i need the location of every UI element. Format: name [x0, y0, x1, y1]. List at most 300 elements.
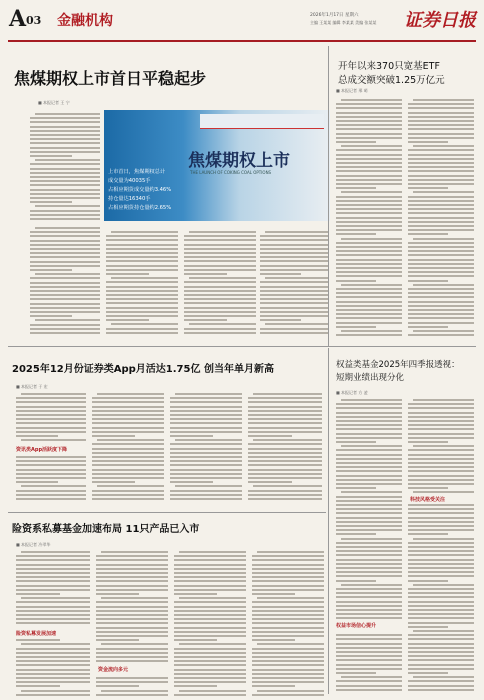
body-text-line — [408, 567, 474, 569]
body-text-line — [260, 281, 328, 283]
body-text-line — [408, 454, 474, 456]
body-text-line — [336, 533, 376, 535]
body-text-line — [96, 622, 168, 624]
body-text-line — [106, 328, 178, 330]
story-2-column-3 — [170, 392, 242, 504]
body-text-line — [336, 672, 376, 674]
body-text-line — [30, 197, 100, 199]
body-text-line — [408, 309, 474, 311]
body-text-line — [408, 166, 474, 168]
body-text-line — [408, 280, 448, 282]
body-text-line — [16, 469, 86, 471]
body-text-line — [260, 290, 328, 292]
body-text-line — [170, 406, 242, 408]
body-text-line — [16, 431, 86, 433]
body-text-line — [30, 286, 100, 288]
body-text-line — [184, 248, 256, 250]
body-text-line — [248, 448, 322, 450]
page-number: 03 — [26, 14, 42, 27]
body-text-line — [336, 651, 402, 653]
body-text-line — [101, 643, 168, 645]
body-text-line — [30, 248, 100, 250]
lead-column-5 — [260, 230, 328, 334]
body-text-line — [16, 585, 90, 587]
body-text-line — [336, 546, 402, 548]
body-text-line — [408, 546, 474, 548]
body-text-line — [408, 647, 474, 649]
body-text-line — [336, 500, 402, 502]
body-text-line — [336, 208, 402, 210]
body-text-line — [336, 217, 402, 219]
body-text-line — [16, 664, 90, 666]
body-text-line — [336, 120, 402, 122]
body-text-line — [336, 550, 402, 552]
body-text-line — [92, 481, 135, 483]
body-text-line — [16, 406, 86, 408]
body-text-line — [106, 290, 178, 292]
body-text-line — [174, 622, 246, 624]
body-text-line — [16, 473, 86, 475]
body-text-line — [408, 479, 474, 481]
body-text-line — [16, 656, 90, 658]
body-text-line — [408, 470, 474, 472]
body-text-line — [408, 601, 474, 603]
body-text-line — [265, 277, 328, 279]
body-text-line — [408, 420, 474, 422]
body-text-line — [96, 677, 168, 679]
body-text-line — [96, 555, 168, 557]
body-text-line — [408, 680, 474, 682]
body-text-line — [336, 305, 402, 307]
body-text-line — [35, 113, 100, 115]
body-text-line — [408, 521, 474, 523]
body-text-line — [170, 498, 242, 500]
body-text-line — [408, 596, 474, 598]
body-text-line — [408, 529, 474, 531]
body-text-line — [336, 605, 402, 607]
body-text-line — [252, 593, 295, 595]
body-text-line — [248, 469, 322, 471]
body-text-line — [336, 196, 402, 198]
body-text-line — [408, 154, 474, 156]
body-text-line — [21, 690, 90, 692]
body-text-line — [336, 326, 376, 328]
body-text-line — [252, 580, 324, 582]
body-text-line — [408, 292, 474, 294]
body-text-line — [30, 134, 100, 136]
body-text-line — [16, 610, 90, 612]
body-text-line — [408, 229, 474, 231]
body-text-line — [30, 269, 72, 271]
story-2-subhead-1: 资讯类App活跃度下降 — [16, 447, 68, 453]
body-text-line — [260, 311, 328, 313]
body-text-line — [408, 588, 474, 590]
body-text-line — [174, 589, 246, 591]
body-text-line — [336, 462, 402, 464]
body-text-line — [408, 563, 474, 565]
body-text-line — [336, 433, 402, 435]
body-text-line — [184, 290, 256, 292]
body-text-line — [408, 609, 474, 611]
body-text-line — [97, 393, 164, 395]
body-text-line — [92, 464, 164, 466]
body-text-line — [106, 294, 178, 296]
body-text-line — [408, 685, 474, 687]
body-text-line — [174, 648, 246, 650]
body-text-line — [30, 311, 100, 313]
body-text-line — [16, 606, 90, 608]
side-story-2-title-line-1: 权益类基金2025年四季报透视： — [336, 360, 460, 370]
body-text-line — [252, 601, 324, 603]
photo-subline: THE LAUNCH OF COKING COAL OPTIONS — [190, 170, 272, 175]
body-text-line — [336, 470, 402, 472]
body-text-line — [170, 397, 242, 399]
body-text-line — [35, 273, 100, 275]
body-text-line — [174, 606, 246, 608]
body-text-line — [408, 626, 448, 628]
body-text-line — [341, 445, 402, 447]
body-text-line — [101, 551, 168, 553]
body-text-line — [92, 422, 164, 424]
body-text-line — [30, 244, 100, 246]
story-3-author: ■ 本报记者 冷翠华 — [16, 542, 51, 547]
body-text-line — [408, 296, 474, 298]
body-text-line — [248, 443, 322, 445]
body-text-line — [174, 627, 246, 629]
story-2-column-4 — [248, 392, 322, 504]
body-text-line — [408, 187, 448, 189]
body-text-line — [96, 610, 168, 612]
body-text-line — [341, 145, 402, 147]
body-text-line — [408, 141, 448, 143]
body-text-line — [106, 311, 178, 313]
body-text-line — [408, 571, 474, 573]
body-text-line — [16, 576, 90, 578]
body-text-line — [336, 416, 402, 418]
body-text-line — [97, 439, 164, 441]
body-text-line — [248, 427, 322, 429]
body-text-line — [96, 618, 168, 620]
body-text-line — [260, 294, 328, 296]
body-text-line — [408, 441, 448, 443]
body-text-line — [336, 685, 402, 687]
body-text-line — [408, 221, 474, 223]
body-text-line — [413, 191, 474, 193]
body-text-line — [253, 439, 322, 441]
body-text-line — [30, 240, 100, 242]
body-text-line — [408, 334, 474, 336]
body-text-line — [252, 572, 324, 574]
body-text-line — [260, 248, 328, 250]
body-text-line — [35, 319, 100, 321]
body-text-line — [97, 485, 164, 487]
body-text-line — [111, 323, 178, 325]
body-text-line — [96, 589, 168, 591]
story-3-title: 险资系私募基金加速布局 11只产品已入市 — [12, 524, 200, 535]
body-text-line — [252, 610, 324, 612]
body-text-line — [179, 690, 246, 692]
body-text-line — [408, 179, 474, 181]
body-text-line — [92, 443, 164, 445]
body-text-line — [16, 456, 86, 458]
body-text-line — [408, 317, 474, 319]
side-story-2-subhead-2: 权益市场信心提升 — [336, 623, 377, 629]
body-text-line — [408, 137, 474, 139]
body-text-line — [408, 313, 474, 315]
body-text-line — [336, 292, 402, 294]
body-text-line — [101, 597, 168, 599]
section-title: 金融机构 — [57, 13, 113, 29]
body-text-line — [253, 485, 322, 487]
body-text-line — [170, 422, 242, 424]
photo-screen-frame — [200, 114, 324, 129]
body-text-line — [30, 303, 100, 305]
body-text-line — [184, 332, 256, 334]
body-text-line — [336, 508, 402, 510]
body-text-line — [336, 668, 402, 670]
body-text-line — [413, 399, 474, 401]
body-text-line — [336, 179, 402, 181]
body-text-line — [265, 323, 328, 325]
body-text-line — [260, 307, 328, 309]
body-text-line — [16, 490, 86, 492]
body-text-line — [408, 267, 474, 269]
body-text-line — [265, 231, 328, 233]
body-text-line — [174, 681, 246, 683]
body-text-line — [413, 584, 474, 586]
body-text-line — [106, 298, 178, 300]
body-text-line — [175, 439, 242, 441]
body-text-line — [336, 212, 402, 214]
body-text-line — [252, 673, 324, 675]
lead-column-2 — [30, 226, 100, 338]
body-text-line — [248, 406, 322, 408]
body-text-line — [260, 315, 328, 317]
body-text-line — [174, 631, 246, 633]
body-text-line — [248, 494, 322, 496]
body-text-line — [336, 609, 402, 611]
body-text-line — [21, 551, 90, 553]
body-text-line — [96, 576, 168, 578]
body-text-line — [260, 273, 301, 275]
body-text-line — [408, 580, 448, 582]
body-text-line — [170, 473, 242, 475]
body-text-line — [16, 694, 90, 696]
body-text-line — [252, 685, 295, 687]
column-divider — [328, 46, 329, 346]
body-text-line — [408, 605, 474, 607]
body-text-line — [336, 643, 402, 645]
body-text-line — [252, 635, 324, 637]
body-text-line — [106, 286, 178, 288]
body-text-line — [336, 664, 402, 666]
body-text-line — [257, 690, 324, 692]
body-text-line — [408, 508, 474, 510]
body-text-line — [260, 332, 328, 334]
body-text-line — [336, 449, 402, 451]
body-text-line — [336, 154, 402, 156]
body-text-line — [92, 477, 164, 479]
body-text-line — [16, 677, 90, 679]
body-text-line — [174, 610, 246, 612]
body-text-line — [336, 454, 402, 456]
body-text-line — [336, 107, 402, 109]
body-text-line — [184, 315, 256, 317]
body-text-line — [408, 449, 474, 451]
body-text-line — [174, 572, 246, 574]
body-text-line — [101, 690, 168, 692]
body-text-line — [336, 221, 402, 223]
section-letter: A — [9, 6, 27, 32]
body-text-line — [106, 235, 178, 237]
body-text-line — [408, 651, 474, 653]
body-text-line — [96, 614, 168, 616]
body-text-line — [92, 456, 164, 458]
body-text-line — [96, 559, 168, 561]
body-text-line — [16, 477, 86, 479]
body-text-line — [16, 660, 90, 662]
body-text-line — [408, 517, 474, 519]
body-text-line — [174, 618, 246, 620]
body-text-line — [170, 448, 242, 450]
body-text-line — [189, 277, 256, 279]
lead-story — [8, 44, 326, 340]
body-text-line — [413, 284, 474, 286]
body-text-line — [30, 282, 100, 284]
body-text-line — [96, 652, 168, 654]
body-text-line — [184, 269, 256, 271]
body-text-line — [170, 494, 242, 496]
story-3-column-1 — [16, 550, 90, 696]
body-text-line — [174, 660, 246, 662]
body-text-line — [184, 260, 256, 262]
body-text-line — [408, 428, 474, 430]
body-text-line — [336, 613, 402, 615]
body-text-line — [252, 694, 324, 696]
body-text-line — [111, 231, 178, 233]
body-text-line — [408, 412, 474, 414]
body-text-line — [92, 427, 164, 429]
body-text-line — [408, 133, 474, 135]
body-text-line — [252, 681, 324, 683]
body-text-line — [408, 124, 474, 126]
body-text-line — [30, 261, 100, 263]
body-text-line — [336, 229, 402, 231]
body-text-line — [408, 275, 474, 277]
body-text-line — [408, 689, 474, 691]
body-text-line — [336, 634, 402, 636]
body-text-line — [336, 638, 402, 640]
body-text-line — [408, 655, 474, 657]
body-text-line — [30, 307, 100, 309]
body-text-line — [260, 235, 328, 237]
body-text-line — [184, 286, 256, 288]
body-text-line — [16, 555, 90, 557]
body-text-line — [252, 564, 324, 566]
body-text-line — [21, 393, 86, 395]
body-text-line — [16, 669, 90, 671]
body-text-line — [184, 328, 256, 330]
body-text-line — [260, 265, 328, 267]
body-text-line — [336, 200, 402, 202]
body-text-line — [35, 159, 100, 161]
body-text-line — [248, 464, 322, 466]
body-text-line — [30, 184, 100, 186]
body-text-line — [16, 422, 86, 424]
body-text-line — [408, 162, 474, 164]
body-text-line — [174, 576, 246, 578]
body-text-line — [341, 584, 402, 586]
body-text-line — [174, 664, 246, 666]
body-text-line — [30, 168, 100, 170]
body-text-line — [408, 554, 474, 556]
body-text-line — [174, 677, 246, 679]
body-text-line — [336, 301, 402, 303]
photo-stat-line-3: 占相应期货成交量约3.46% — [108, 187, 172, 193]
body-text-line — [92, 435, 135, 437]
body-text-line — [92, 410, 164, 412]
body-text-line — [174, 568, 246, 570]
body-text-line — [408, 512, 474, 514]
body-text-line — [341, 399, 402, 401]
body-text-line — [189, 231, 256, 233]
body-text-line — [92, 418, 164, 420]
body-text-line — [106, 260, 178, 262]
body-text-line — [408, 120, 474, 122]
editor-line: 主编 王某某 编辑 李某某 美编 张某某 — [310, 20, 377, 25]
story-2 — [8, 350, 326, 510]
body-text-line — [96, 564, 168, 566]
body-text-line — [408, 128, 474, 130]
body-text-line — [408, 613, 474, 615]
body-text-line — [408, 542, 474, 544]
body-text-line — [336, 263, 402, 265]
body-text-line — [336, 441, 376, 443]
body-text-line — [30, 126, 100, 128]
body-text-line — [106, 273, 149, 275]
body-text-line — [92, 469, 164, 471]
body-text-line — [408, 475, 474, 477]
body-text-line — [408, 170, 474, 172]
body-text-line — [96, 648, 168, 650]
body-text-line — [408, 559, 474, 561]
body-text-line — [336, 296, 402, 298]
body-text-line — [408, 183, 474, 185]
body-text-line — [96, 593, 139, 595]
body-text-line — [336, 483, 402, 485]
body-text-line — [30, 265, 100, 267]
body-text-line — [248, 410, 322, 412]
body-text-line — [413, 145, 474, 147]
body-text-line — [21, 597, 90, 599]
body-text-line — [184, 281, 256, 283]
body-text-line — [252, 639, 295, 641]
body-text-line — [336, 504, 402, 506]
body-text-line — [16, 564, 90, 566]
body-text-line — [336, 542, 402, 544]
body-text-line — [336, 288, 402, 290]
body-text-line — [96, 606, 168, 608]
body-text-line — [336, 647, 402, 649]
body-text-line — [336, 133, 402, 135]
body-text-line — [260, 260, 328, 262]
body-text-line — [30, 201, 72, 203]
body-text-line — [252, 669, 324, 671]
side-story-2-column-1 — [336, 398, 402, 692]
body-text-line — [248, 490, 322, 492]
lead-story-photo — [104, 110, 330, 221]
body-text-line — [16, 572, 90, 574]
